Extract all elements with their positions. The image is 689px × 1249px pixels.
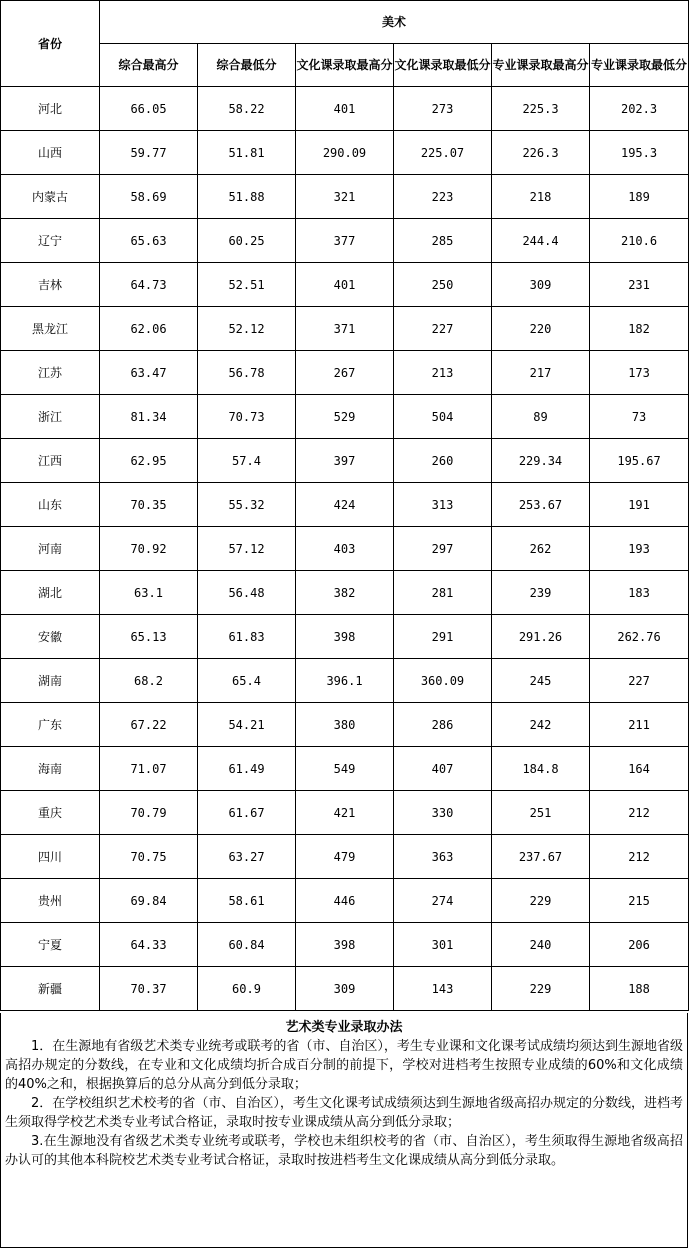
score-cell: 51.88 (198, 175, 296, 219)
score-cell: 63.1 (100, 571, 198, 615)
score-cell: 89 (492, 395, 590, 439)
score-cell: 64.33 (100, 923, 198, 967)
score-cell: 291 (394, 615, 492, 659)
score-cell: 220 (492, 307, 590, 351)
column-header: 文化课录取最高分 (296, 44, 394, 87)
score-cell: 61.49 (198, 747, 296, 791)
score-cell: 396.1 (296, 659, 394, 703)
score-cell: 191 (590, 483, 689, 527)
score-cell: 65.13 (100, 615, 198, 659)
score-cell: 213 (394, 351, 492, 395)
rule-paragraph-1: 1．在生源地有省级艺术类专业统考或联考的省（市、自治区），考生专业课和文化课考试成绩均须达到生源地省级高招办规定的分数线，在专业和文化成绩均折合成百分制的前提下，学校对进档考生按照专业成绩的60%和文化成绩的40%之和，根据换算后的总分从高分到低分录取； (5, 1039, 683, 1092)
score-cell: 251 (492, 791, 590, 835)
province-cell: 江苏 (1, 351, 100, 395)
table-row (1, 835, 689, 879)
score-cell: 421 (296, 791, 394, 835)
table-row (1, 219, 689, 263)
score-cell: 58.61 (198, 879, 296, 923)
province-cell: 湖南 (1, 659, 100, 703)
score-cell: 250 (394, 263, 492, 307)
score-cell: 193 (590, 527, 689, 571)
score-cell: 297 (394, 527, 492, 571)
score-cell: 262.76 (590, 615, 689, 659)
score-cell: 244.4 (492, 219, 590, 263)
score-cell: 212 (590, 791, 689, 835)
score-cell: 273 (394, 87, 492, 131)
table-row (1, 307, 689, 351)
score-cell: 195.3 (590, 131, 689, 175)
score-cell: 51.81 (198, 131, 296, 175)
score-cell: 229 (492, 967, 590, 1011)
score-cell: 290.09 (296, 131, 394, 175)
score-cell: 398 (296, 923, 394, 967)
score-cell: 321 (296, 175, 394, 219)
score-cell: 182 (590, 307, 689, 351)
score-cell: 62.06 (100, 307, 198, 351)
table-row (1, 879, 689, 923)
score-cell: 143 (394, 967, 492, 1011)
score-cell: 227 (394, 307, 492, 351)
score-cell: 223 (394, 175, 492, 219)
score-cell: 183 (590, 571, 689, 615)
score-cell: 60.84 (198, 923, 296, 967)
score-cell: 309 (296, 967, 394, 1011)
table-row (1, 395, 689, 439)
table-row (1, 483, 689, 527)
table-row (1, 263, 689, 307)
score-cell: 211 (590, 703, 689, 747)
score-cell: 403 (296, 527, 394, 571)
score-cell: 377 (296, 219, 394, 263)
column-header: 综合最高分 (100, 44, 198, 87)
score-cell: 61.83 (198, 615, 296, 659)
score-cell: 281 (394, 571, 492, 615)
score-cell: 267 (296, 351, 394, 395)
score-cell: 70.35 (100, 483, 198, 527)
rule-paragraph-2: 2．在学校组织艺术校考的省（市、自治区），考生文化课考试成绩须达到生源地省级高招办规定的分数线，进档考生须取得学校艺术类专业考试合格证，录取时按专业课成绩从高分到低分录取； (5, 1096, 683, 1130)
score-cell: 330 (394, 791, 492, 835)
score-cell: 407 (394, 747, 492, 791)
province-cell: 重庆 (1, 791, 100, 835)
table-row (1, 791, 689, 835)
column-header: 综合最低分 (198, 44, 296, 87)
score-cell: 73 (590, 395, 689, 439)
score-cell: 210.6 (590, 219, 689, 263)
score-cell: 371 (296, 307, 394, 351)
score-cell: 65.4 (198, 659, 296, 703)
province-cell: 广东 (1, 703, 100, 747)
score-cell: 260 (394, 439, 492, 483)
score-cell: 67.22 (100, 703, 198, 747)
score-cell: 202.3 (590, 87, 689, 131)
admission-rules-title: 艺术类专业录取办法 (285, 1020, 403, 1035)
score-cell: 217 (492, 351, 590, 395)
score-cell: 58.22 (198, 87, 296, 131)
score-cell: 479 (296, 835, 394, 879)
score-cell: 309 (492, 263, 590, 307)
province-cell: 湖北 (1, 571, 100, 615)
province-cell: 河南 (1, 527, 100, 571)
score-cell: 64.73 (100, 263, 198, 307)
score-cell: 63.27 (198, 835, 296, 879)
province-cell: 宁夏 (1, 923, 100, 967)
score-cell: 245 (492, 659, 590, 703)
province-cell: 辽宁 (1, 219, 100, 263)
score-cell: 60.9 (198, 967, 296, 1011)
score-cell: 240 (492, 923, 590, 967)
score-cell: 226.3 (492, 131, 590, 175)
score-cell: 66.05 (100, 87, 198, 131)
column-header: 专业课录取最高分 (492, 44, 590, 87)
score-cell: 237.67 (492, 835, 590, 879)
province-cell: 贵州 (1, 879, 100, 923)
score-cell: 215 (590, 879, 689, 923)
table-row (1, 131, 689, 175)
score-cell: 57.4 (198, 439, 296, 483)
table-row (1, 703, 689, 747)
score-cell: 56.78 (198, 351, 296, 395)
score-cell: 195.67 (590, 439, 689, 483)
score-cell: 164 (590, 747, 689, 791)
score-cell: 188 (590, 967, 689, 1011)
score-cell: 70.73 (198, 395, 296, 439)
score-cell: 218 (492, 175, 590, 219)
score-cell: 286 (394, 703, 492, 747)
score-cell: 61.67 (198, 791, 296, 835)
score-cell: 229 (492, 879, 590, 923)
province-cell: 黑龙江 (1, 307, 100, 351)
province-cell: 浙江 (1, 395, 100, 439)
column-header: 专业课录取最低分 (590, 44, 689, 87)
score-cell: 55.32 (198, 483, 296, 527)
table-row (1, 87, 689, 131)
province-cell: 山东 (1, 483, 100, 527)
score-cell: 70.92 (100, 527, 198, 571)
score-cell: 52.51 (198, 263, 296, 307)
score-cell: 229.34 (492, 439, 590, 483)
rule-paragraph-3: 3.在生源地没有省级艺术类专业统考或联考，学校也未组织校考的省（市、自治区），考生须取得生源地省级高招办认可的其他本科院校艺术类专业考试合格证，录取时按进档考生文化课成绩从高分到低分录取。 (5, 1134, 683, 1168)
score-cell: 239 (492, 571, 590, 615)
province-cell: 山西 (1, 131, 100, 175)
score-cell: 62.95 (100, 439, 198, 483)
score-cell: 54.21 (198, 703, 296, 747)
province-cell: 新疆 (1, 967, 100, 1011)
score-cell: 291.26 (492, 615, 590, 659)
score-cell: 529 (296, 395, 394, 439)
province-cell: 吉林 (1, 263, 100, 307)
score-cell: 360.09 (394, 659, 492, 703)
score-cell: 262 (492, 527, 590, 571)
table-row (1, 527, 689, 571)
score-cell: 69.84 (100, 879, 198, 923)
score-cell: 227 (590, 659, 689, 703)
score-cell: 397 (296, 439, 394, 483)
score-cell: 71.07 (100, 747, 198, 791)
score-cell: 424 (296, 483, 394, 527)
score-cell: 242 (492, 703, 590, 747)
score-cell: 212 (590, 835, 689, 879)
table-row (1, 659, 689, 703)
column-header: 文化课录取最低分 (394, 44, 492, 87)
province-cell: 江西 (1, 439, 100, 483)
score-cell: 301 (394, 923, 492, 967)
score-cell: 70.75 (100, 835, 198, 879)
table-row (1, 923, 689, 967)
score-cell: 65.63 (100, 219, 198, 263)
province-cell: 安徽 (1, 615, 100, 659)
province-cell: 海南 (1, 747, 100, 791)
score-cell: 401 (296, 263, 394, 307)
table-row (1, 571, 689, 615)
score-cell: 60.25 (198, 219, 296, 263)
admission-rules-section (0, 1013, 688, 1248)
score-cell: 504 (394, 395, 492, 439)
score-cell: 68.2 (100, 659, 198, 703)
score-cell: 401 (296, 87, 394, 131)
table-row (1, 351, 689, 395)
province-cell: 河北 (1, 87, 100, 131)
score-cell: 70.37 (100, 967, 198, 1011)
score-cell: 58.69 (100, 175, 198, 219)
score-cell: 313 (394, 483, 492, 527)
score-cell: 70.79 (100, 791, 198, 835)
table-row (1, 439, 689, 483)
score-cell: 363 (394, 835, 492, 879)
score-cell: 173 (590, 351, 689, 395)
score-cell: 206 (590, 923, 689, 967)
table-row (1, 175, 689, 219)
score-cell: 81.34 (100, 395, 198, 439)
province-cell: 内蒙古 (1, 175, 100, 219)
province-header: 省份 (1, 1, 100, 87)
score-cell: 56.48 (198, 571, 296, 615)
score-cell: 274 (394, 879, 492, 923)
score-cell: 225.3 (492, 87, 590, 131)
score-cell: 52.12 (198, 307, 296, 351)
table-row (1, 747, 689, 791)
score-cell: 253.67 (492, 483, 590, 527)
score-cell: 225.07 (394, 131, 492, 175)
score-cell: 189 (590, 175, 689, 219)
score-cell: 285 (394, 219, 492, 263)
score-cell: 549 (296, 747, 394, 791)
score-cell: 382 (296, 571, 394, 615)
province-cell: 四川 (1, 835, 100, 879)
table-row (1, 615, 689, 659)
score-cell: 184.8 (492, 747, 590, 791)
table-row (1, 967, 689, 1011)
score-cell: 398 (296, 615, 394, 659)
score-cell: 63.47 (100, 351, 198, 395)
score-cell: 231 (590, 263, 689, 307)
score-cell: 59.77 (100, 131, 198, 175)
score-cell: 380 (296, 703, 394, 747)
art-group-header: 美术 (100, 1, 689, 44)
score-cell: 446 (296, 879, 394, 923)
score-cell: 57.12 (198, 527, 296, 571)
